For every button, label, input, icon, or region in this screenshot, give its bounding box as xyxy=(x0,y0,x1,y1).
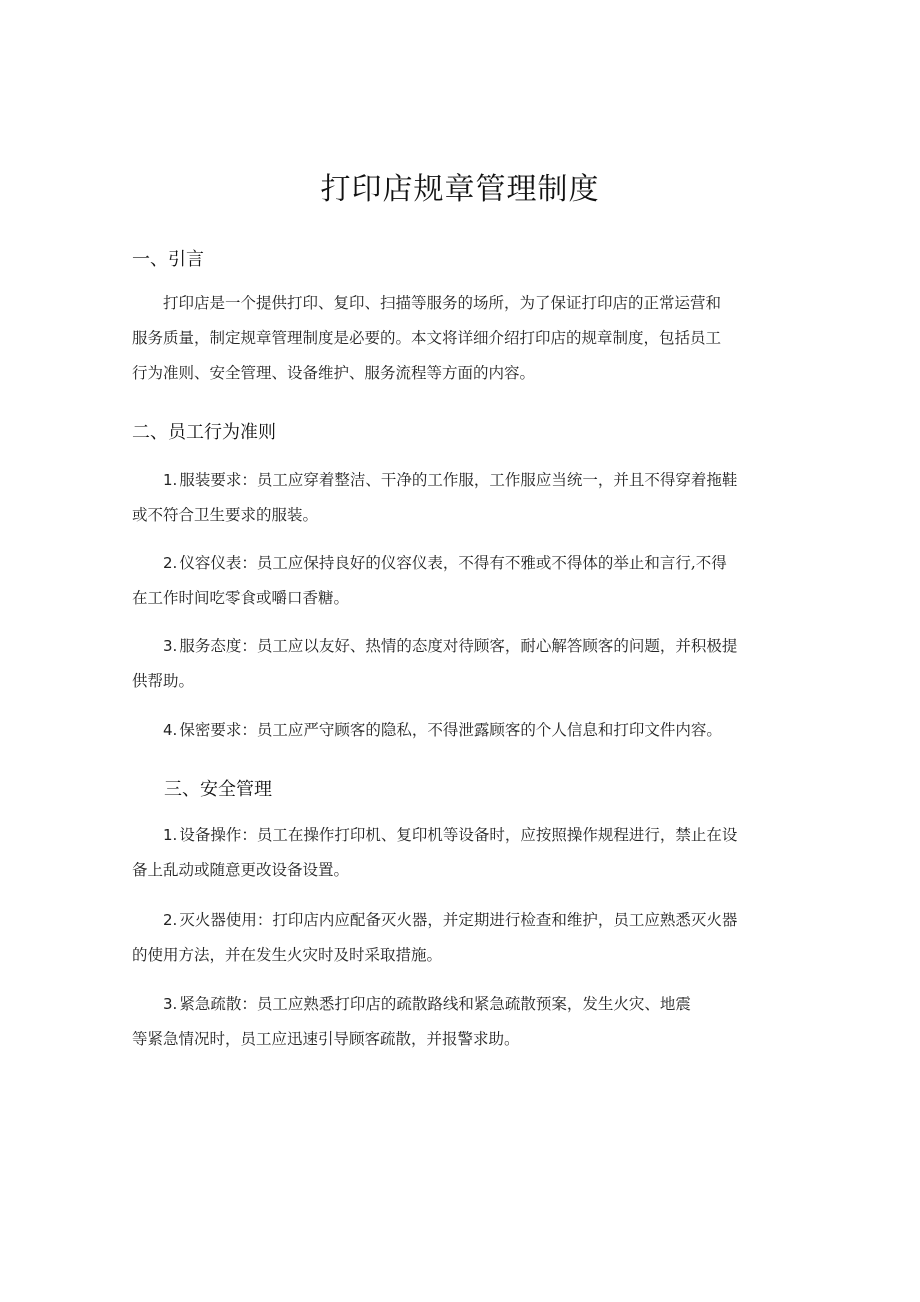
paragraph-line: 灭火器使用：打印店内应配备灭火器，并定期进行检查和维护，员工应熟悉灭火器 xyxy=(179,911,738,929)
paragraph-line: 服装要求：员工应穿着整洁、干净的工作服，工作服应当统一，并且不得穿着拖鞋 xyxy=(179,471,738,489)
list-item-number: 1. xyxy=(163,471,178,489)
paragraph-line: 保密要求：员工应严守顾客的隐私，不得泄露顾客的个人信息和打印文件内容。 xyxy=(179,721,722,739)
list-item-equipment-operation xyxy=(132,818,794,888)
list-item-emergency-evacuation xyxy=(132,987,794,1057)
paragraph-line: 设备操作：员工在操作打印机、复印机等设备时，应按照操作规程进行，禁止在设 xyxy=(179,826,738,844)
list-item-confidentiality xyxy=(132,713,794,748)
paragraph-line: 行为准则、安全管理、设备维护、服务流程等方面的内容。 xyxy=(132,364,536,382)
list-item-number: 4. xyxy=(163,721,178,739)
list-item-appearance xyxy=(132,546,794,616)
paragraph-line: 或不符合卫生要求的服装。 xyxy=(132,506,319,524)
list-item-fire-extinguisher xyxy=(132,903,794,973)
paragraph-line: 紧急疏散：员工应熟悉打印店的疏散路线和紧急疏散预案，发生火灾、地震 xyxy=(179,995,691,1013)
paragraph-line: 等紧急情况时，员工应迅速引导顾客疏散，并报警求助。 xyxy=(132,1030,520,1048)
paragraph-line: 的使用方法，并在发生火灾时及时采取措施。 xyxy=(132,946,443,964)
list-item-number: 1. xyxy=(163,826,178,844)
paragraph-introduction xyxy=(132,286,794,391)
list-item-number: 3. xyxy=(163,637,178,655)
document-title: 打印店规章管理制度 xyxy=(320,172,600,207)
paragraph-line: 在工作时间吃零食或嚼口香糖。 xyxy=(132,589,350,607)
list-item-number: 2. xyxy=(163,554,178,572)
paragraph-line: 仪容仪表：员工应保持良好的仪容仪表，不得有不雅或不得体的举止和言行,不得 xyxy=(179,554,727,572)
list-item-service-attitude xyxy=(132,629,794,699)
paragraph-line: 服务质量，制定规章管理制度是必要的。本文将详细介绍打印店的规章制度，包括员工 xyxy=(132,329,722,347)
paragraph-line: 打印店是一个提供打印、复印、扫描等服务的场所，为了保证打印店的正常运营和 xyxy=(163,294,722,312)
list-item-number: 3. xyxy=(163,995,178,1013)
section-heading-staff-conduct: 二、员工行为准则 xyxy=(132,422,276,443)
list-item-dress-code xyxy=(132,463,794,533)
paragraph-line: 服务态度：员工应以友好、热情的态度对待顾客，耐心解答顾客的问题，并积极提 xyxy=(179,637,738,655)
paragraph-line: 供帮助。 xyxy=(132,672,195,690)
section-heading-introduction: 一、引言 xyxy=(132,249,204,270)
paragraph-line: 备上乱动或随意更改设备设置。 xyxy=(132,861,350,879)
list-item-number: 2. xyxy=(163,911,178,929)
section-heading-safety-management: 三、安全管理 xyxy=(164,779,272,800)
